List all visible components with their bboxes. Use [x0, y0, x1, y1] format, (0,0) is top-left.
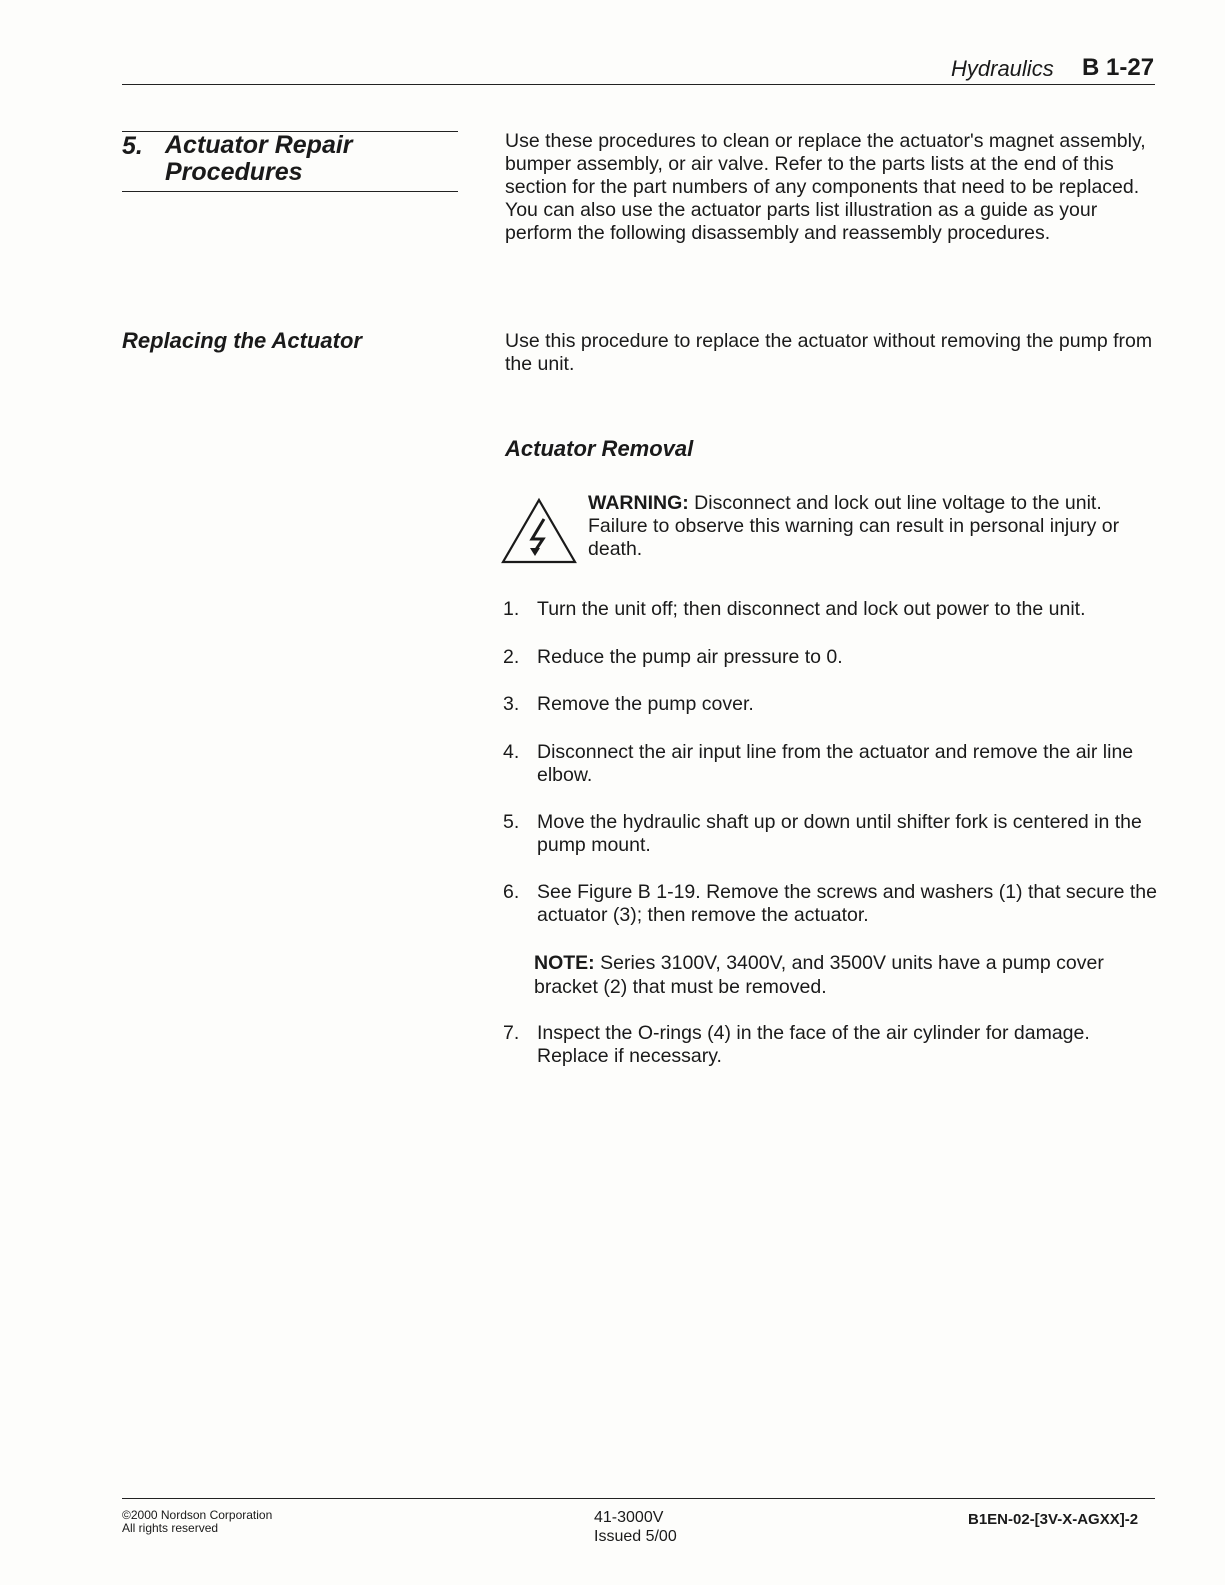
copyright-line2: All rights reserved [122, 1521, 219, 1535]
section-title-line1: Actuator Repair [165, 131, 353, 159]
section-heading-rule-bottom [122, 191, 458, 192]
footer-doc-info [594, 1508, 677, 1546]
footer-copyright [122, 1509, 272, 1535]
replace-intro-paragraph: Use this procedure to replace the actuator without removing the pump from the unit. [505, 330, 1153, 375]
step-number: 1. [503, 598, 520, 620]
footer-divider [122, 1498, 1155, 1499]
actuator-removal-heading: Actuator Removal [505, 436, 694, 461]
running-header-section: Hydraulics [951, 56, 1054, 81]
page-number: B 1-27 [1082, 54, 1155, 81]
step-number: 3. [503, 693, 520, 715]
doc-number: 41-3000V [594, 1509, 664, 1526]
intro-paragraph: Use these procedures to clean or replace the actuator's magnet assembly, bumper assembly, or air valve. Refer to the parts lists at the end of this section for the part numbers of any components that need to be replaced. You can also use the actuator parts list illustration as a guide as your perform the following disassembly and reassembly procedures. [505, 130, 1146, 244]
note-block [534, 951, 1134, 999]
footer-part-code: B1EN-02-[3V-X-AGXX]-2 [968, 1511, 1139, 1528]
note-text: Series 3100V, 3400V, and 3500V units have a pump cover bracket (2) that must be removed. [534, 952, 1104, 998]
issue-date: Issued 5/00 [594, 1528, 677, 1545]
step-number: 2. [503, 646, 520, 668]
section-title [165, 132, 455, 186]
section-number: 5. [122, 132, 143, 160]
step-text: Move the hydraulic shaft up or down until shifter fork is centered in the pump mount. [537, 811, 1142, 856]
note-label: NOTE: [534, 952, 595, 974]
warning-text: Disconnect and lock out line voltage to the unit. Failure to observe this warning can result in personal injury or death. [588, 492, 1120, 560]
electrical-warning-icon [499, 497, 579, 565]
step-number: 6. [503, 881, 520, 903]
step-number: 7. [503, 1022, 520, 1044]
step-text: Disconnect the air input line from the actuator and remove the air line elbow. [537, 741, 1134, 786]
warning-label: WARNING: [588, 492, 689, 514]
step-number: 5. [503, 811, 520, 833]
step-text: See Figure B 1-19. Remove the screws and washers (1) that secure the actuator (3); then remove the actuator. [537, 881, 1157, 926]
step-text: Remove the pump cover. [537, 693, 754, 715]
step-text: Turn the unit off; then disconnect and lock out power to the unit. [537, 598, 1086, 620]
copyright-line1: ©2000 Nordson Corporation [122, 1508, 273, 1522]
step-text: Inspect the O-rings (4) in the face of the air cylinder for damage. Replace if necessary. [537, 1022, 1090, 1067]
section-title-line2: Procedures [165, 158, 303, 186]
subheading-replacing-actuator: Replacing the Actuator [122, 328, 362, 353]
header-divider [122, 84, 1155, 85]
warning-message [588, 492, 1148, 561]
step-text: Reduce the pump air pressure to 0. [537, 646, 843, 668]
step-number: 4. [503, 741, 520, 763]
